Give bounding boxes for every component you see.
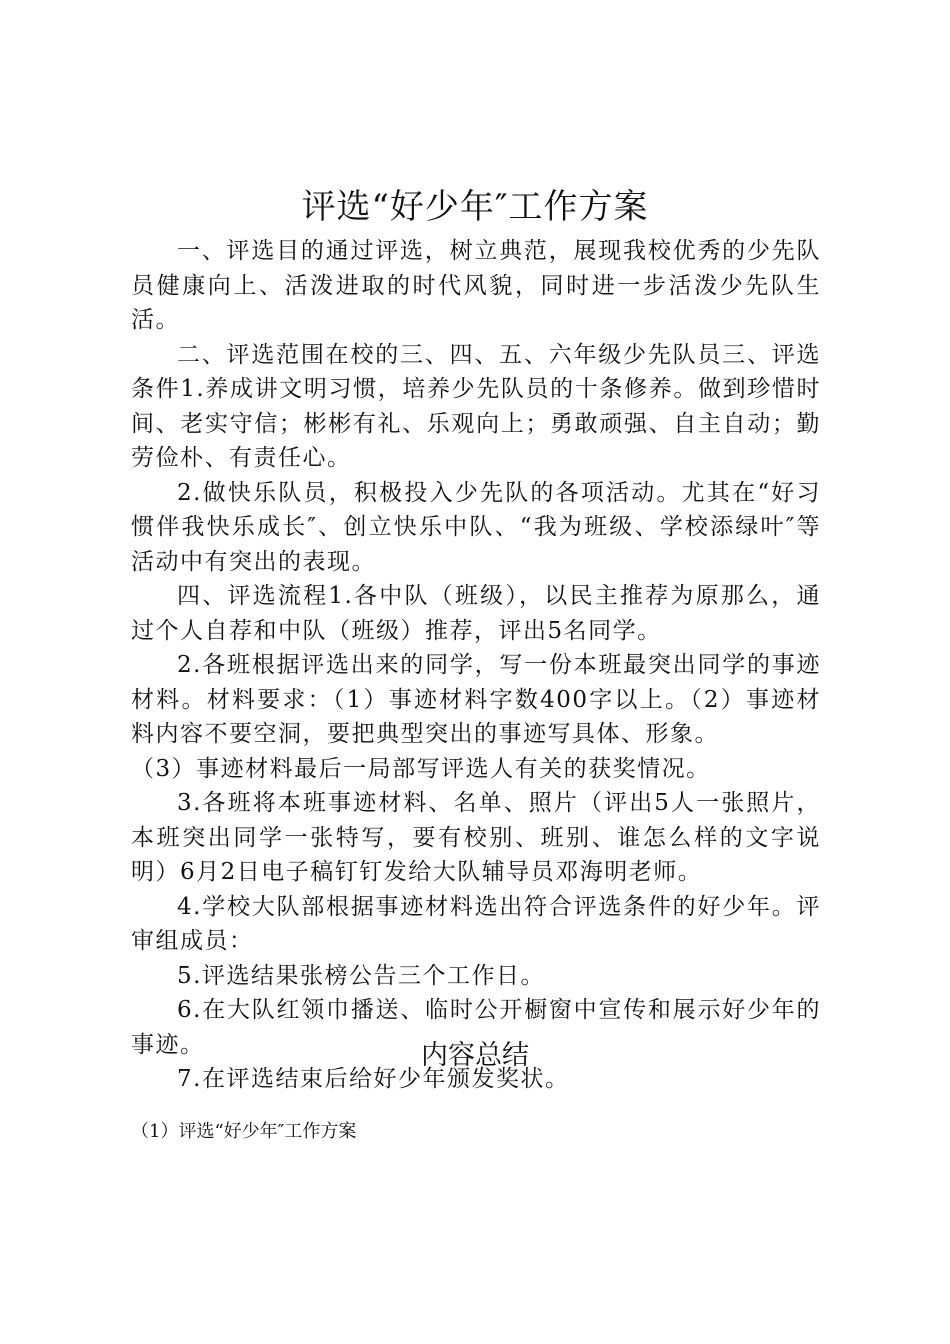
paragraph-process-7: 7.在评选结束后给好少年颁发奖状。 <box>177 1066 570 1092</box>
paragraph-process-5: 5.评选结果张榜公告三个工作日。 <box>177 962 545 989</box>
paragraph-process-4: 4.学校大队部根据事迹材料选出符合评选条件的好少年。评审组成员： <box>131 893 821 954</box>
paragraph-process-2: 2.各班根据评选出来的同学，写一份本班最突出同学的事迹材料。材料要求：（1）事迹材料字数400字以上。（2）事迹材料内容不要空洞，要把典型突出的事迹写具体、形象。 <box>131 652 821 747</box>
document-body <box>131 234 821 1097</box>
paragraph-process-1: 四、评选流程1.各中队（班级），以民主推荐为原那么，通过个人自荐和中队（班级）推荐，评出5名同学。 <box>131 583 821 644</box>
paragraph-process-3: 3.各班将本班事迹材料、名单、照片（评出5人一张照片，本班突出同学一张特写，要有校别、班别、谁怎么样的文字说明）6月2日电子稿钉钉发给大队辅导员邓海明老师。 <box>131 790 821 885</box>
summary-list <box>131 1118 821 1146</box>
paragraph-process-6: 6.在大队红领巾播送、临时公开橱窗中宣传和展示好少年的事迹。 <box>131 997 821 1058</box>
paragraph-process-2-requirement-3: （3）事迹材料最后一局部写评选人有关的获奖情况。 <box>131 755 711 782</box>
summary-item: （1）评选“好少年″工作方案 <box>131 1121 357 1142</box>
paragraph-criteria-2: 2.做快乐队员，积极投入少先队的各项活动。尤其在“好习惯伴我快乐成长″、创立快乐中队、“我为班级、学校添绿叶″等活动中有突出的表现。 <box>131 479 821 575</box>
paragraph-purpose: 一、评选目的通过评选，树立典范，展现我校优秀的少先队员健康向上、活泼进取的时代风貌，同时进一步活泼少先队生活。 <box>131 238 821 333</box>
document-title: 评选“好少年″工作方案 <box>301 187 649 227</box>
paragraph-scope-criteria: 二、评选范围在校的三、四、五、六年级少先队员三、评选条件1.养成讲文明习惯，培养少先队员的十条修养。做到珍惜时间、老实守信；彬彬有礼、乐观向上；勇敢顽强、自主自动；勤劳俭朴、有责任心。 <box>131 341 821 471</box>
summary-heading: 内容总结 <box>421 1040 529 1071</box>
